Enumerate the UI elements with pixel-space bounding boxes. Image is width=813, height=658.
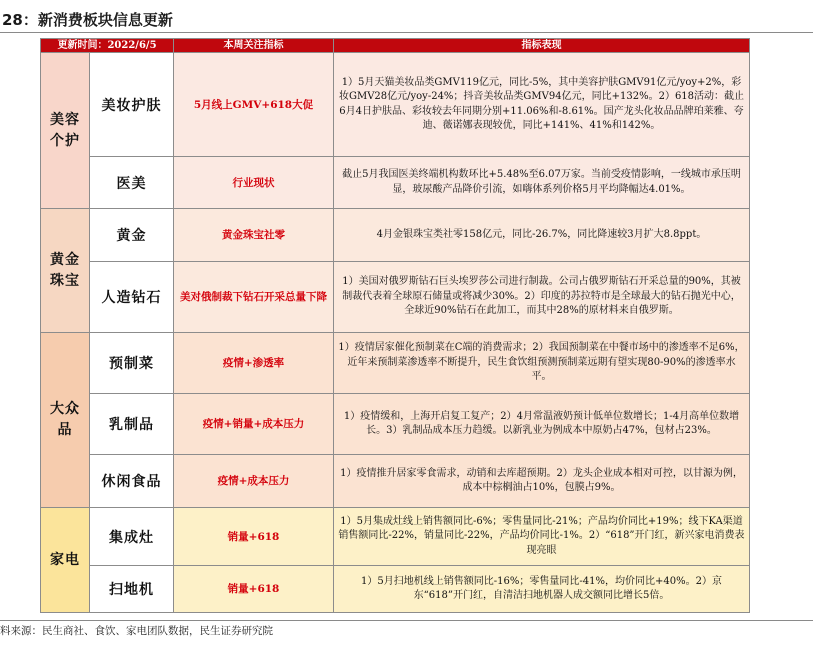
performance-text: 1）疫情居家催化预制菜在C端的消费需求；2）我国预制菜在中餐市场中的渗透率不足6%，近年来预制菜渗透率不断提升，民生食饮组预测预制菜远期有望实现80-90%的渗透率水平。 xyxy=(334,333,750,394)
performance-text: 1）美国对俄罗斯钻石巨头埃罗莎公司进行制裁。公司占俄罗斯钻石开采总量的90%，其被制裁代表着全球原石储量或将减少30%。2）印度的苏拉特市是全球最大的钻石抛光中心，全球近90%钻石在此加工，而其中28%的原材料来自俄罗斯。 xyxy=(334,262,750,333)
performance-text: 1）疫情推升居家零食需求，动销和去库超预期。2）龙头企业成本相对可控，以甘源为例，成本中棕榈油占10%，包膜占9%。 xyxy=(334,455,750,508)
category-mass xyxy=(41,333,90,508)
category-beauty xyxy=(41,53,90,209)
focus-indicator: 疫情+渗透率 xyxy=(174,333,334,394)
performance-text: 1）疫情缓和，上海开启复工复产；2）4月常温液奶预计低单位数增长；1-4月高单位数增长。3）乳制品成本压力趋缓。以新乳业为例成本中原奶占47%，包材占23%。 xyxy=(334,394,750,455)
category-appliance xyxy=(41,508,90,613)
header-row xyxy=(41,39,750,53)
sub-category: 集成灶 xyxy=(90,508,174,566)
table-row xyxy=(41,455,750,508)
table-row xyxy=(41,53,750,157)
performance-text: 4月金银珠宝类社零158亿元，同比-26.7%，同比降速较3月扩大8.8ppt。 xyxy=(334,209,750,262)
table-row xyxy=(41,157,750,209)
source-note: 料来源：民生商社、食饮、家电团队数据，民生证券研究院 xyxy=(0,620,813,638)
table-row xyxy=(41,333,750,394)
focus-indicator: 疫情+成本压力 xyxy=(174,455,334,508)
table-row xyxy=(41,394,750,455)
focus-indicator: 疫情+销量+成本压力 xyxy=(174,394,334,455)
category-jewelry xyxy=(41,209,90,333)
performance-text: 1）5月扫地机线上销售额同比-16%；零售量同比-41%，均价同比+40%。2）京东“618”开门红，自清洁扫地机器人成交额同比增长5倍。 xyxy=(334,566,750,613)
sub-category: 医美 xyxy=(90,157,174,209)
sub-category: 美妆护肤 xyxy=(90,53,174,157)
performance-text: 1）5月天猫美妆品类GMV119亿元，同比-5%，其中美容护肤GMV91亿元/yoy+2%，彩妆GMV28亿元/yoy-24%；抖音美妆品类GMV94亿元，同比+132%。2）618活动：截止6月4日护肤品、彩妆较去年同期分别+11.06%和-8.61%。国产龙头化妆品品牌珀莱雅、夸迪、薇诺娜表现较优，同比+141%、41%和142%。 xyxy=(334,53,750,157)
table-row xyxy=(41,209,750,262)
header-performance: 指标表现 xyxy=(334,39,750,53)
sub-category: 乳制品 xyxy=(90,394,174,455)
title-divider xyxy=(0,32,813,33)
category-label: 黄金 珠宝 xyxy=(50,251,80,289)
category-label: 大众 品 xyxy=(50,401,80,438)
focus-indicator: 黄金珠宝社零 xyxy=(174,209,334,262)
focus-indicator: 销量+618 xyxy=(174,566,334,613)
sub-category: 休闲食品 xyxy=(90,455,174,508)
sub-category: 人造钻石 xyxy=(90,262,174,333)
focus-indicator: 行业现状 xyxy=(174,157,334,209)
performance-text: 截止5月我国医美终端机构数环比+5.48%至6.07万家。当前受疫情影响，一线城市承压明显，玻尿酸产品降价引流，如嗨体系列价格5月平均降幅达4.01%。 xyxy=(334,157,750,209)
focus-indicator: 5月线上GMV+618大促 xyxy=(174,53,334,157)
header-update-time: 更新时间：2022/6/5 xyxy=(41,39,174,53)
page-title: 28：新消费板块信息更新 xyxy=(2,11,173,29)
sub-category: 预制菜 xyxy=(90,333,174,394)
table-row xyxy=(41,262,750,333)
performance-text: 1）5月集成灶线上销售额同比-6%；零售量同比-21%；产品均价同比+19%；线下KA渠道销售额同比-22%，销量同比-22%，产品均价同比-1%。2）“618”开门红，新兴家电消费表现亮眼 xyxy=(334,508,750,566)
category-label: 家电 xyxy=(50,551,80,568)
focus-indicator: 销量+618 xyxy=(174,508,334,566)
focus-indicator: 美对俄制裁下钻石开采总量下降 xyxy=(174,262,334,333)
sub-category: 黄金 xyxy=(90,209,174,262)
header-focus: 本周关注指标 xyxy=(174,39,334,53)
sub-category: 扫地机 xyxy=(90,566,174,613)
table-row xyxy=(41,508,750,566)
info-table xyxy=(40,38,750,613)
table-row xyxy=(41,566,750,613)
category-label: 美容 个护 xyxy=(50,111,80,149)
